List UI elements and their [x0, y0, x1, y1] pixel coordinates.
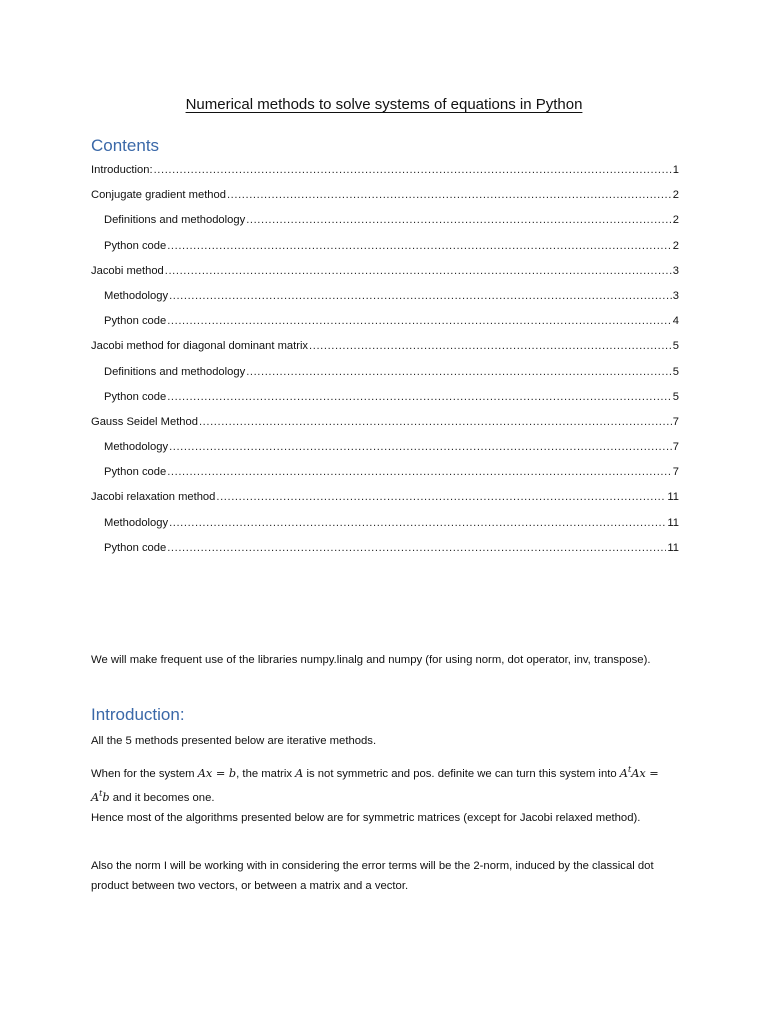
- toc-dot-leader: [167, 536, 666, 561]
- toc-entry-label: Python code: [104, 466, 167, 479]
- table-of-contents: [91, 158, 679, 561]
- toc-dot-leader: [309, 334, 672, 359]
- intro-text: , the matrix: [236, 768, 296, 780]
- toc-dot-leader: [246, 208, 672, 233]
- toc-entry-page-number: 2: [672, 214, 679, 227]
- libraries-note: We will make frequent use of the libraries numpy.linalg and numpy (for using norm, dot operator, inv, transpose).: [91, 654, 651, 666]
- toc-entry[interactable]: [91, 334, 679, 359]
- toc-entry[interactable]: [91, 460, 679, 485]
- introduction-heading: Introduction:: [91, 705, 185, 724]
- toc-entry-page-number: 5: [672, 340, 679, 353]
- toc-entry-page-number: 7: [672, 415, 679, 428]
- toc-entry[interactable]: [91, 385, 679, 410]
- intro-paragraph-2: [91, 760, 671, 808]
- toc-entry[interactable]: [91, 259, 679, 284]
- toc-entry-label: Conjugate gradient method: [91, 189, 226, 202]
- toc-entry-label: Introduction:: [91, 164, 153, 176]
- toc-dot-leader: [169, 284, 672, 309]
- toc-entry[interactable]: [91, 234, 679, 259]
- toc-dot-leader: [167, 385, 672, 410]
- intro-paragraph-4: Also the norm I will be working with in considering the error terms will be the 2-norm, induced by the classical dot product between two vectors, or between a matrix and a vector.: [91, 860, 654, 892]
- toc-entry-page-number: 2: [672, 189, 679, 202]
- toc-entry[interactable]: [91, 511, 679, 536]
- toc-entry-label: Definitions and methodology: [104, 365, 246, 378]
- toc-entry-page-number: 11: [667, 516, 679, 529]
- toc-entry[interactable]: [91, 536, 679, 561]
- math-equation: Ax = b: [197, 767, 237, 780]
- toc-entry-page-number: 2: [672, 239, 679, 252]
- toc-entry[interactable]: [91, 309, 679, 334]
- toc-entry-label: Definitions and methodology: [104, 214, 246, 227]
- toc-entry-label: Jacobi method: [91, 264, 164, 277]
- toc-dot-leader: [169, 511, 666, 536]
- math-superscript: t: [627, 765, 632, 774]
- intro-text: is not symmetric and pos. definite we can turn this system into: [303, 768, 620, 780]
- toc-entry-page-number: 3: [672, 289, 679, 302]
- toc-entry-page-number: 1: [672, 164, 679, 176]
- toc-entry-label: Gauss Seidel Method: [91, 415, 198, 428]
- toc-entry[interactable]: [91, 435, 679, 460]
- toc-dot-leader: [165, 259, 672, 284]
- toc-entry[interactable]: [91, 360, 679, 385]
- toc-dot-leader: [199, 410, 672, 435]
- toc-dot-leader: [246, 360, 672, 385]
- math-superscript: t: [99, 789, 103, 798]
- toc-entry-label: Python code: [104, 315, 167, 328]
- intro-paragraph-1: All the 5 methods presented below are iterative methods.: [91, 735, 377, 747]
- math-part: A: [619, 767, 628, 780]
- toc-entry-page-number: 7: [672, 441, 679, 454]
- toc-entry-page-number: 5: [672, 390, 679, 403]
- toc-entry-label: Methodology: [104, 516, 169, 529]
- math-symbol: A: [295, 767, 304, 780]
- toc-dot-leader: [167, 460, 672, 485]
- toc-entry[interactable]: [91, 208, 679, 233]
- toc-entry[interactable]: [91, 158, 679, 183]
- toc-entry[interactable]: [91, 485, 679, 510]
- toc-dot-leader: [167, 234, 672, 259]
- toc-dot-leader: [167, 309, 672, 334]
- toc-entry-label: Python code: [104, 541, 167, 554]
- toc-dot-leader: [154, 158, 672, 183]
- contents-heading: Contents: [91, 136, 160, 155]
- toc-dot-leader: [227, 183, 672, 208]
- toc-entry-label: Jacobi relaxation method: [91, 491, 216, 504]
- math-part: Ax = A: [91, 767, 659, 804]
- toc-entry[interactable]: [91, 410, 679, 435]
- intro-text: When for the system: [91, 768, 198, 780]
- toc-entry-page-number: 7: [672, 466, 679, 479]
- toc-entry-page-number: 3: [672, 264, 679, 277]
- toc-entry-label: Python code: [104, 239, 167, 252]
- toc-entry-label: Python code: [104, 390, 167, 403]
- toc-entry[interactable]: [91, 284, 679, 309]
- toc-entry-label: Jacobi method for diagonal dominant matrix: [91, 340, 309, 353]
- document-title: Numerical methods to solve systems of equations in Python: [185, 96, 583, 113]
- toc-dot-leader: [216, 485, 666, 510]
- toc-dot-leader: [169, 435, 672, 460]
- toc-entry-page-number: 11: [667, 491, 679, 504]
- toc-entry-page-number: 5: [672, 365, 679, 378]
- toc-entry-page-number: 11: [667, 541, 679, 554]
- intro-paragraph-3: Hence most of the algorithms presented below are for symmetric matrices (except for Jacobi relaxed method).: [91, 812, 641, 824]
- toc-entry-label: Methodology: [104, 441, 169, 454]
- toc-entry-page-number: 4: [672, 315, 679, 328]
- toc-entry[interactable]: [91, 183, 679, 208]
- toc-entry-label: Methodology: [104, 289, 169, 302]
- intro-text: and it becomes one.: [109, 792, 215, 804]
- math-part: b: [102, 791, 110, 804]
